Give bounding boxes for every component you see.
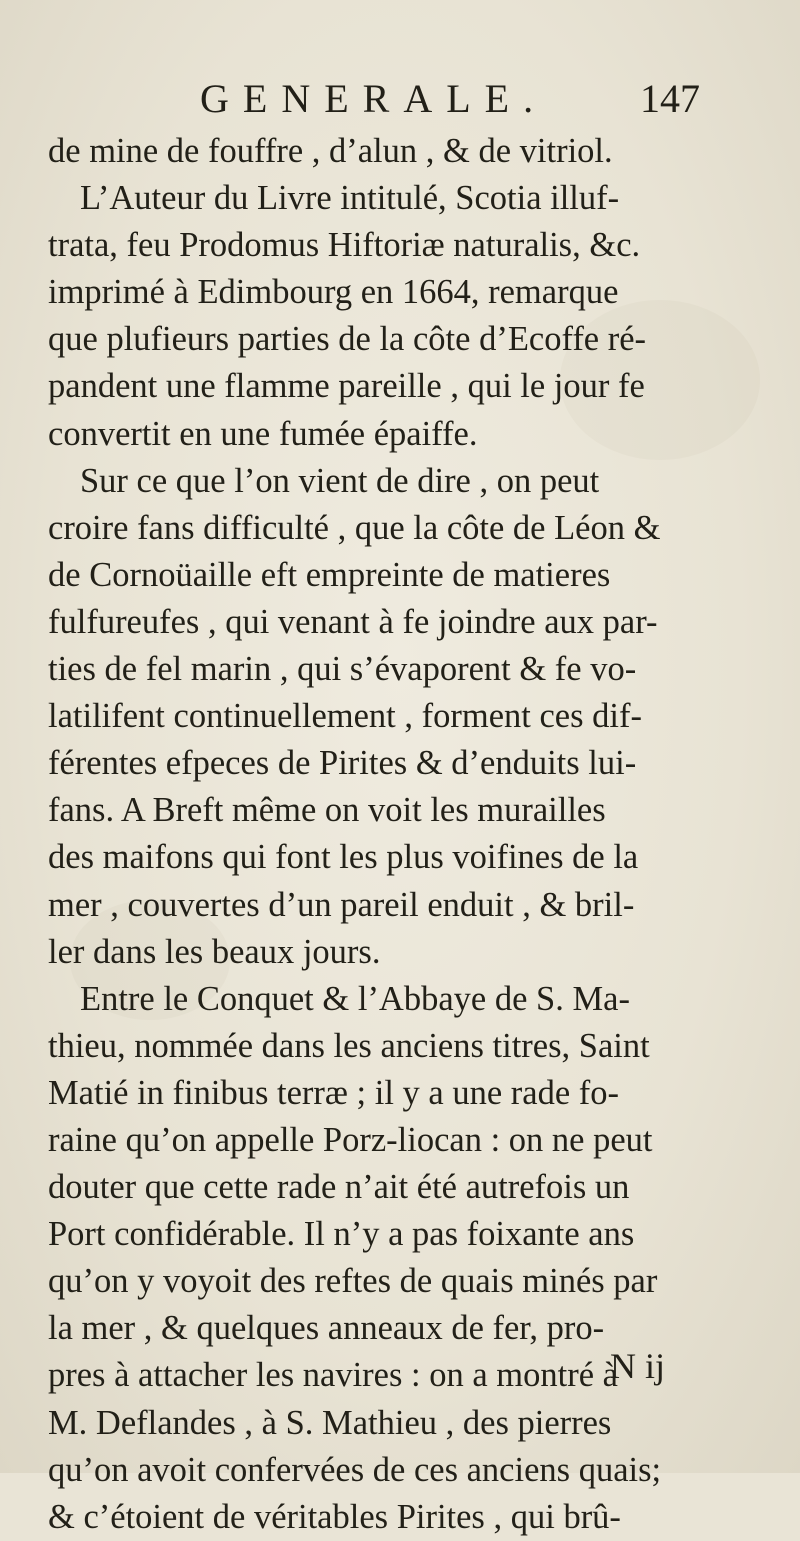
signature-mark: N ij — [610, 1346, 666, 1386]
text-line: Entre le Conquet & l’Abbaye de S. Ma- — [80, 979, 630, 1018]
text-line: Sur ce que l’on vient de dire , on peut — [80, 461, 600, 500]
text-line: pandent une flamme pareille , qui le jour fe — [48, 367, 645, 406]
text-line: ler dans les beaux jours. — [48, 932, 381, 971]
text-line: convertit en une fumée épaiffe. — [48, 414, 478, 453]
text-line: de Cornoüaille eft empreinte de matieres — [48, 555, 611, 594]
text-line: latilifent continuellement , forment ces dif- — [48, 697, 642, 736]
text-line: Matié in finibus terræ ; il y a une rade fo- — [48, 1073, 620, 1112]
text-line: L’Auteur du Livre intitulé, Scotia illuf- — [80, 179, 620, 218]
text-line: croire fans difficulté , que la côte de Léon & — [48, 508, 661, 547]
text-line: qu’on avoit confervées de ces anciens quais; — [48, 1450, 662, 1489]
text-line: des maifons qui font les plus voifines de la — [48, 838, 639, 877]
text-line: raine qu’on appelle Porz-liocan : on ne peut — [48, 1120, 653, 1159]
text-line: fulfureufes , qui venant à fe joindre aux par- — [48, 602, 658, 641]
text-line: pres à attacher les navires : on a montré à — [48, 1356, 618, 1395]
text-line: ties de fel marin , qui s’évaporent & fe vo- — [48, 650, 637, 689]
page-header — [200, 74, 700, 124]
text-line: que plufieurs parties de la côte d’Ecoffe ré- — [48, 320, 647, 359]
text-line: & c’étoient de véritables Pirites , qui brû- — [48, 1497, 621, 1536]
text-line: qu’on y voyoit des reftes de quais minés par — [48, 1262, 658, 1301]
text-line: douter que cette rade n’ait été autrefois un — [48, 1168, 630, 1207]
text-line: mer , couvertes d’un pareil enduit , & bril- — [48, 885, 635, 924]
text-line: la mer , & quelques anneaux de fer, pro- — [48, 1309, 605, 1348]
text-line: férentes efpeces de Pirites & d’enduits lui- — [48, 744, 637, 783]
text-line: Port confidérable. Il n’y a pas foixante ans — [48, 1215, 635, 1254]
text-line: thieu, nommée dans les anciens titres, Saint — [48, 1026, 650, 1065]
text-line: imprimé à Edimbourg en 1664, remarque — [48, 273, 619, 312]
text-line: fans. A Breft même on voit les murailles — [48, 791, 606, 830]
text-line: de mine de fouffre , d’alun , & de vitriol. — [48, 132, 613, 170]
body-text — [48, 128, 768, 1541]
running-title: GENERALE. — [200, 76, 548, 121]
text-line: M. Deflandes , à S. Mathieu , des pierres — [48, 1403, 612, 1442]
page-number: 147 — [640, 76, 700, 121]
text-line: trata, feu Prodomus Hiftoriæ naturalis, &c. — [48, 226, 641, 265]
